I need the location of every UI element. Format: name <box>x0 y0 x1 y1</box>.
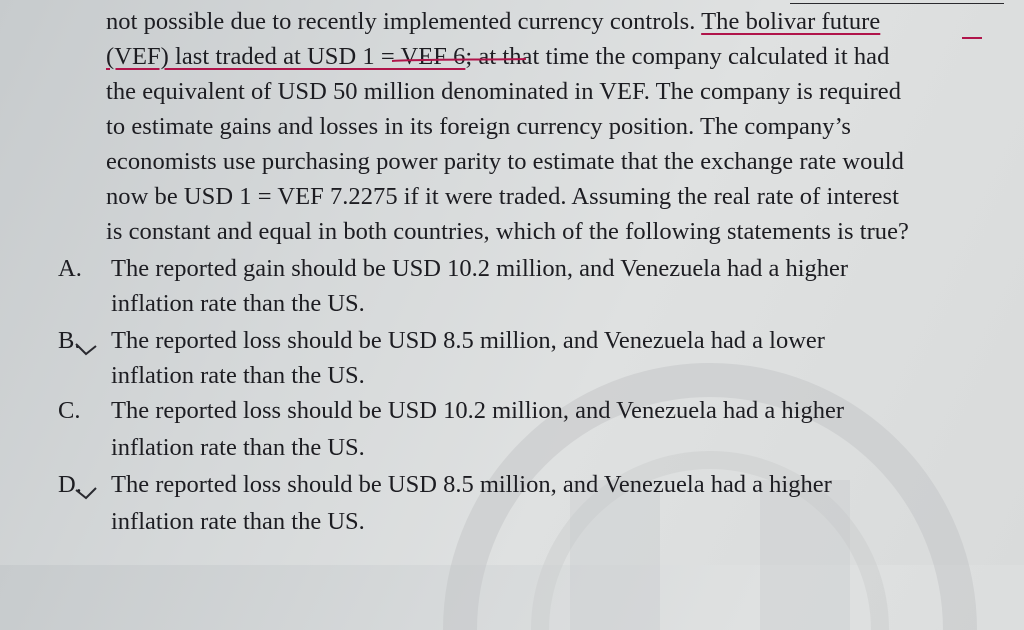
option-d-text-cont[interactable]: inflation rate than the US. <box>111 508 365 535</box>
option-d-text[interactable]: The reported loss should be USD 8.5 million, and Venezuela had a higher <box>111 471 832 498</box>
option-b-text-cont[interactable]: inflation rate than the US. <box>111 362 365 389</box>
question-line-1-plain: not possible due to recently implemented currency controls. <box>106 8 702 35</box>
option-a-letter[interactable]: A. <box>58 255 82 282</box>
question-line-2 <box>106 40 889 74</box>
question-line-5: economists use purchasing power parity to estimate that the exchange rate would <box>106 148 904 175</box>
option-c-letter[interactable]: C. <box>58 397 81 424</box>
question-line-2-struck: (VEF) last traded at USD 1 = VEF 6 <box>106 43 466 70</box>
question-line-1-underlined: The bolivar future <box>701 8 881 35</box>
option-a-text-cont[interactable]: inflation rate than the US. <box>111 290 365 317</box>
question-line-7: is constant and equal in both countries, which of the following statements is true? <box>106 218 909 245</box>
option-c-text-cont[interactable]: inflation rate than the US. <box>111 434 365 461</box>
option-b-letter[interactable]: B. <box>58 327 81 354</box>
question-line-3: the equivalent of USD 50 million denominated in VEF. The company is required <box>106 78 902 105</box>
question-line-2-plain: ; at that time the company calculated it had <box>465 43 890 70</box>
option-c-text[interactable]: The reported loss should be USD 10.2 million, and Venezuela had a higher <box>111 397 845 424</box>
option-b-text[interactable]: The reported loss should be USD 8.5 million, and Venezuela had a lower <box>111 327 825 354</box>
question-line-6: now be USD 1 = VEF 7.2275 if it were traded. Assuming the real rate of interest <box>106 183 899 210</box>
option-d-letter[interactable]: D. <box>58 471 82 498</box>
question-line-1 <box>106 5 880 39</box>
option-a-text[interactable]: The reported gain should be USD 10.2 million, and Venezuela had a higher <box>111 255 849 282</box>
question-line-4: to estimate gains and losses in its foreign currency position. The company’s <box>106 113 852 140</box>
